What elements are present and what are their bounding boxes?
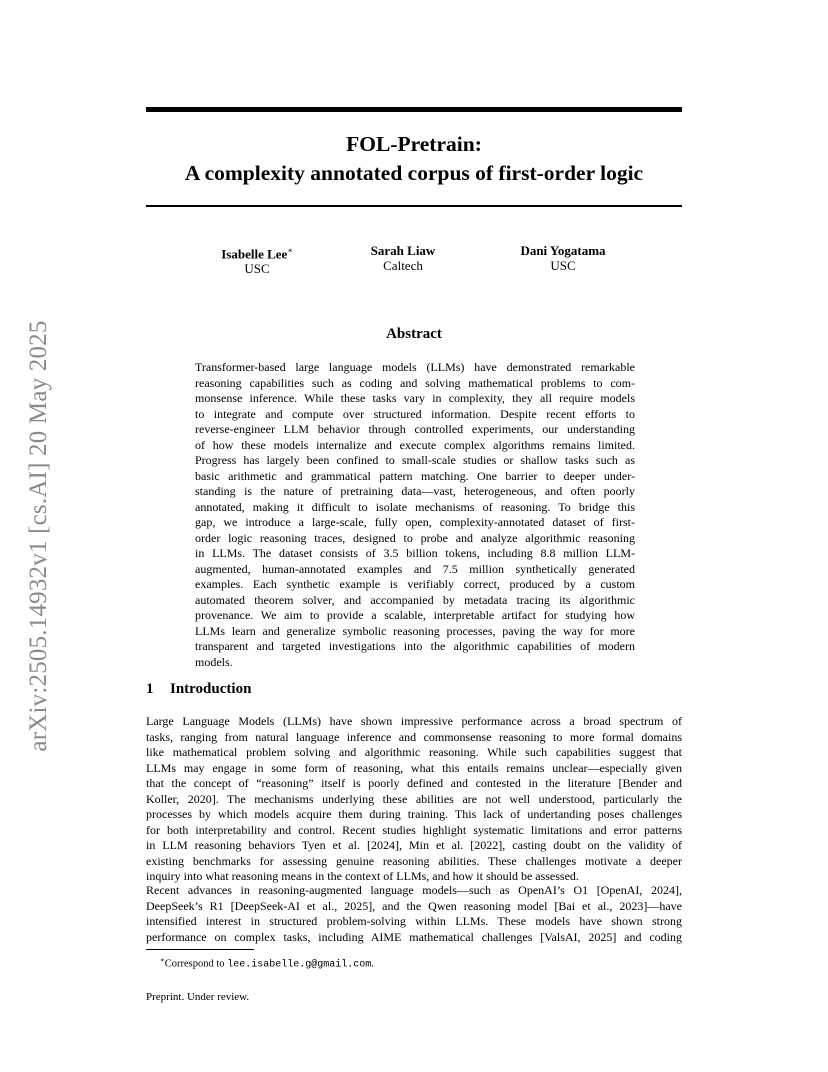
introduction-paragraph-1 <box>146 714 682 885</box>
author-affiliation: Caltech <box>383 258 423 273</box>
title-top-rule <box>146 107 682 112</box>
paragraph-line: performance on complex tasks, including AIME mathematical challenges [ValsAI, 2025] and coding <box>146 929 682 944</box>
paragraph-line: tasks, ranging from natural language inference and commonsense reasoning to more formal domains <box>146 729 682 744</box>
footnote-mark: ∗ <box>160 956 165 964</box>
author-block-3 <box>463 243 663 273</box>
title-line-2: A complexity annotated corpus of first-order logic <box>184 161 644 185</box>
paragraph-line: DeepSeek’s R1 [DeepSeek-AI et al., 2025], and the Qwen reasoning model [Bai et al., 2023]—have <box>146 898 682 913</box>
author-affiliation: USC <box>244 261 270 277</box>
footnote-rule <box>146 949 254 950</box>
paragraph-line: processes by which models acquire them during training. This lack of undertanding poses challenges <box>146 807 682 821</box>
footnote-text: Correspond to <box>164 958 228 970</box>
title-bottom-rule <box>146 205 682 207</box>
paragraph-line: like mathematical problem solving and algorithmic reasoning. While such capabilities suggest that <box>146 745 682 759</box>
abstract-line: annotated, making it difficult to isolate mechanisms of reasoning. To bridge this <box>195 499 635 514</box>
abstract-line: provenance. We aim to provide a scalable, interpretable artifact for studying how <box>195 608 635 622</box>
abstract-line: reasoning capabilities such as coding and solving mathematical problems to com- <box>195 375 635 390</box>
abstract-line: models. <box>195 654 233 669</box>
arxiv-identifier-text: arXiv:2505.14932v1 [cs.AI] 20 May 2025 <box>25 320 52 752</box>
abstract-line: monsense inference. While these tasks vary in complexity, they all require models <box>195 391 635 405</box>
paragraph-line: in LLM reasoning behaviors Tyen et al. [2024], Min et al. [2022], casting doubt on the validity of <box>146 838 682 852</box>
author-footnote-mark: ∗ <box>287 246 293 255</box>
introduction-paragraph-2 <box>146 883 682 945</box>
abstract-line: Transformer-based large language models (LLMs) have demonstrated remarkable <box>195 360 635 374</box>
abstract-line: in LLMs. The dataset consists of 3.5 billion tokens, including 8.8 million LLM- <box>195 546 635 560</box>
abstract-line: gap, we introduce a large-scale, fully open, complexity-annotated dataset of first- <box>195 515 635 529</box>
section-number: 1 <box>146 681 154 697</box>
abstract-line: reverse-engineer LLM behavior through controlled experiments, our understanding <box>195 422 635 436</box>
abstract-line: augmented, human-annotated examples and 7.5 million synthetically generated <box>195 561 635 576</box>
author-name: Sarah Liaw <box>370 243 436 258</box>
title-line-1: FOL-Pretrain: <box>346 132 482 156</box>
preprint-notice: Preprint. Under review. <box>146 991 250 1003</box>
abstract-heading: Abstract <box>386 326 442 342</box>
abstract-line: examples. Each synthetic example is verifiably correct, produced by a custom <box>195 577 635 591</box>
author-affiliation: USC <box>550 258 576 273</box>
footnote-email-link[interactable]: lee.isabelle.g@gmail.com <box>227 959 372 971</box>
abstract-line: transparent and targeted investigations into the algorithmic capabilities of modern <box>195 639 635 653</box>
arxiv-identifier-stamp <box>22 300 56 772</box>
footnote <box>160 954 374 972</box>
abstract-line: standing is the nature of pretraining data—vast, heterogeneous, and often poorly <box>195 484 635 498</box>
paragraph-line: Koller, 2020]. The mechanisms underlying these abilities are not well understood, particularly the <box>146 791 682 806</box>
abstract-text <box>195 360 635 670</box>
abstract-line: of how these models internalize and execute complex algorithms remains limited. <box>195 437 635 452</box>
abstract-line: basic arithmetic and grammatical pattern matching. One barrier to deeper under- <box>195 468 635 483</box>
paragraph-line: that the concept of “reasoning” itself is poorly defined and contested in the literature [Bender and <box>146 776 682 790</box>
abstract-line: automated theorem solver, and accompanied by metadata tracing its algorithmic <box>195 592 635 607</box>
paragraph-line: Large Language Models (LLMs) have shown impressive performance across a broad spectrum of <box>146 714 682 728</box>
paragraph-line: existing benchmarks for assessing genuine reasoning abilities. These challenges motivate a deeper <box>146 853 682 868</box>
paper-title <box>146 130 682 188</box>
paragraph-line: inquiry into what reasoning means in the context of LLMs, and how it should be assessed. <box>146 869 579 883</box>
author-name: Isabelle Lee <box>221 246 288 262</box>
paragraph-line: LLMs may engage in some form of reasoning, what this entails remains unclear—especially given <box>146 760 682 775</box>
paragraph-line: for both interpretability and control. Recent studies highlight systematic limitations and error patterns <box>146 822 682 837</box>
abstract-line: order logic reasoning traces, designed to probe and analyze algorithmic reasoning <box>195 530 635 545</box>
section-heading-introduction <box>146 681 251 698</box>
abstract-line: to integrate and compute over structured information. Despite recent efforts to <box>195 406 635 421</box>
paragraph-line: Recent advances in reasoning-augmented language models—such as OpenAI’s O1 [OpenAI, 2024], <box>146 883 682 897</box>
paragraph-line: intensified interest in structured problem-solving within LLMs. These models have shown strong <box>146 914 682 928</box>
abstract-line: LLMs learn and generalize symbolic reasoning processes, paving the way for more <box>195 623 635 638</box>
footnote-end: . <box>371 958 374 970</box>
abstract-line: Progress has largely been confined to small-scale studies or shallow tasks such as <box>195 453 635 467</box>
section-title: Introduction <box>170 681 252 697</box>
author-name: Dani Yogatama <box>520 243 606 258</box>
